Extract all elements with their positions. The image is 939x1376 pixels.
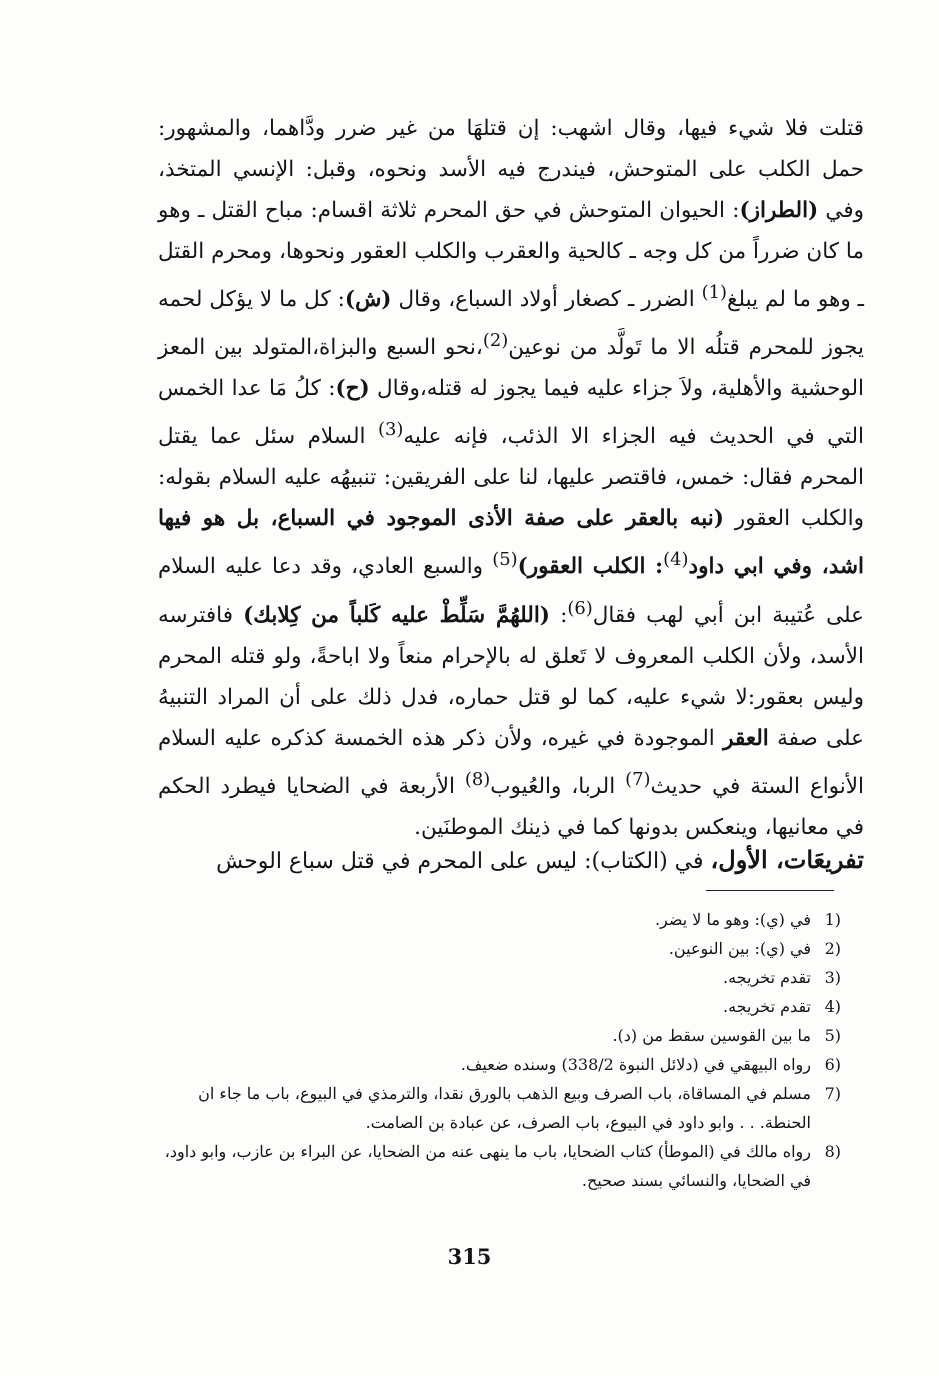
footnote-ref-5: (5) [492, 549, 518, 571]
footnote-ref-2: (2) [482, 330, 509, 352]
body-text: ،نحو السبع والبزاة،المتولد بين المعز الوحشية والأهلية، ولاَ جزاء عليه فيما يجوز له قتله،وقال [158, 335, 864, 402]
footnote-number: 8) [824, 1142, 841, 1161]
section-heading-text: في (الكتاب): ليس على المحرم في قتل سباع الوحش [216, 849, 711, 874]
footnote-item [155, 963, 841, 992]
footnote-number: 3) [824, 968, 841, 987]
footnote-divider [706, 890, 834, 891]
footnote-text: رواه مالك في (الموطأ) كتاب الضحايا، باب ما ينهى عنه من الضحايا، عن البراء بن عازب، وابو داود، في الضحايا، والنسائي بسند صحيح. [164, 1142, 811, 1190]
source-ref-taraz: (الطراز) [739, 198, 819, 223]
section-heading [158, 842, 864, 880]
hadith-quote: (اللهُمَّ سَلِّطْ عليه كَلباً من كِلابك) [243, 602, 550, 628]
footnote-ref-1: (1) [701, 282, 728, 303]
footnote-text: في (ي): بين النوعين. [668, 939, 811, 958]
body-paragraph [158, 108, 864, 848]
emphasized-term: العقر [723, 725, 769, 751]
footnote-item [155, 1050, 841, 1079]
body-text: : كلُ مَا عدا الخمس التي في الحديث فيه الجزاء الا الذئب، فإنه عليه [158, 376, 865, 450]
body-text: : [549, 602, 568, 628]
body-text: : كل ما لا يؤكل لحمه يجوز للمحرم قتلُه الا ما تَولَّد من نوعين [158, 287, 864, 361]
footnote-text: رواه البيهقي في (دلائل النبوة 338/2) وسنده ضعيف. [460, 1055, 811, 1074]
footnote-ref-6: (6) [567, 597, 593, 619]
footnote-number: 6) [824, 1055, 841, 1074]
body-text: الضرر ـ كصغار أولاد السباع، وقال [391, 287, 702, 313]
body-text: الموجودة في غيره، ولأن ذكر هذه الخمسة كذكره عليه السلام الأنواع الستة في حديث [158, 725, 864, 799]
page-number: 315 [447, 1244, 492, 1269]
footnote-ref-7: (7) [625, 768, 651, 790]
body-text: فافترسه الأسد، ولأن الكلب المعروف لا تَعلق له بالإحرام منعاً ولا اباحةً، ولو قتله المحرم وليس بعقور:لا شيء عليه، كما لو قتل حماره، فدل ذلك على أن المراد التنبيهُ على صفة [158, 602, 864, 751]
footnote-item [155, 1079, 841, 1137]
hadith-quote: (نبه بالعقر على صفة الأذى الموجود في السباع، بل هو فيها اشد، وفي ابي داود [158, 506, 864, 580]
body-text: والسبع العادي، وقد دعا عليه السلام على عُتيبة ابن أبي لهب فقال [158, 554, 864, 628]
body-text: الأربعة في الضحايا فيطرد الحكم في معانيها، وينعكس بدونها كما في ذينك الموطنَين. [158, 773, 864, 840]
body-text: السلام سئل عما يقتل المحرم فقال: خمس، فاقتصر عليها، لنا على الفريقين: تنبيهُه عليه السلام بقوله: والكلب العقور [158, 424, 864, 532]
footnote-text: ما بين القوسين سقط من (د). [612, 1026, 811, 1045]
footnote-item [155, 934, 841, 963]
footnote-number: 2) [824, 939, 841, 958]
footnote-text: في (ي): وهو ما لا يضر. [654, 910, 811, 929]
footnote-item [155, 1137, 841, 1195]
source-ref-sh: (ش) [344, 287, 392, 313]
footnote-text: تقدم تخريجه. [723, 997, 811, 1016]
source-ref-h: (ح) [335, 376, 370, 402]
footnote-number: 5) [824, 1026, 841, 1045]
main-text [158, 108, 864, 848]
footnote-item [155, 992, 841, 1021]
footnote-ref-4: (4) [663, 549, 689, 571]
footnote-text: تقدم تخريجه. [723, 968, 811, 987]
body-text: : الحيوان المتوحش في حق المحرم ثلاثة اقسام: مباح القتل ـ وهو ما كان ضرراً من كل وجه ـ كالحية والعقرب والكلب العقور ونحوها، ومحرم القتل ـ وهو ما لم يبلغ [158, 198, 864, 313]
footnote-ref-8: (8) [464, 768, 491, 790]
body-text: الربا، والعُيوب [490, 773, 626, 799]
footnote-item [155, 1021, 841, 1050]
footnotes-list [155, 905, 841, 1195]
footnote-text: مسلم في المساقاة، باب الصرف وبيع الذهب بالورق نقدا، والترمذي في البيوع، باب ما جاء ان الحنطة. . . وابو داود في البيوع، باب الصرف، عن عبادة بن الصامت. [198, 1084, 811, 1132]
body-text: قتلت فلا شيء فيها، وقال اشهب: إن قتلهَا من غير ضرر ودَّاهما، والمشهور: حمل الكلب على المتوحش، فيندرج فيه الأسد ونحوه، وقبل: الإنسي المتخذ، وفي [158, 116, 864, 223]
footnote-number: 1) [824, 910, 841, 929]
footnote-item [155, 905, 841, 934]
section-heading-bold: تفريعَات، الأول، [710, 845, 864, 874]
footnote-number: 4) [824, 997, 841, 1016]
hadith-quote: : الكلب العقور) [517, 554, 664, 580]
footnote-number: 7) [824, 1084, 841, 1103]
footnote-ref-3: (3) [377, 419, 404, 441]
